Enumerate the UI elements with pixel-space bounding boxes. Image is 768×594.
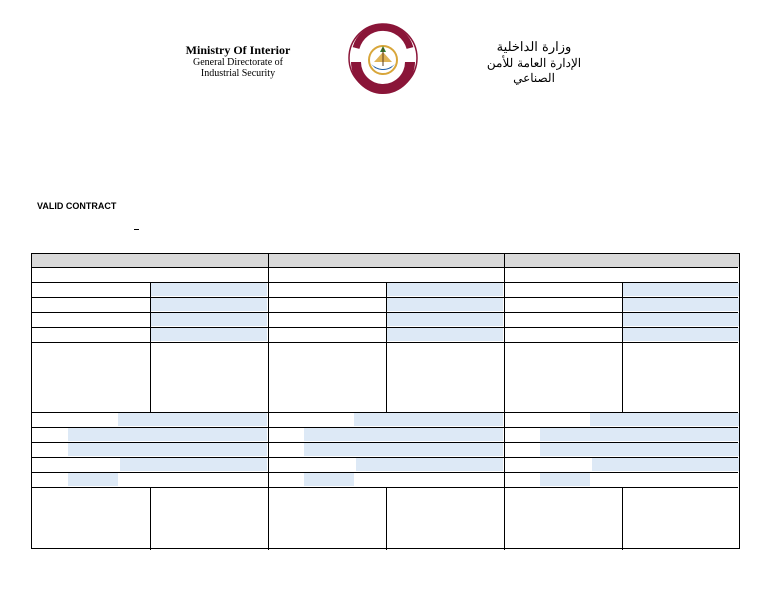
- column-header-band: [32, 254, 739, 267]
- form-entry-field[interactable]: [623, 298, 739, 311]
- dash-mark: [134, 229, 139, 230]
- form-entry-field[interactable]: [304, 443, 503, 456]
- form-entry-field[interactable]: [120, 458, 267, 471]
- form-entry-field[interactable]: [387, 313, 503, 326]
- form-entry-field[interactable]: [623, 328, 739, 341]
- form-row-divider: [32, 472, 738, 473]
- form-entry-field[interactable]: [354, 413, 503, 426]
- ministry-name-en: Ministry Of Interior: [185, 43, 291, 57]
- form-entry-field[interactable]: [151, 313, 267, 326]
- form-subcolumn-divider: [622, 487, 623, 550]
- form-entry-field[interactable]: [304, 473, 354, 486]
- contract-form-grid: [31, 253, 740, 549]
- form-column-divider: [504, 254, 505, 550]
- form-subcolumn-divider: [150, 487, 151, 550]
- form-entry-field[interactable]: [623, 313, 739, 326]
- form-entry-field[interactable]: [151, 298, 267, 311]
- form-entry-field[interactable]: [304, 428, 503, 441]
- ministry-english-header: [168, 44, 308, 79]
- directorate-line2-en: Industrial Security: [200, 68, 276, 80]
- document-type-label: VALID CONTRACT: [37, 201, 117, 211]
- form-entry-field[interactable]: [387, 283, 503, 296]
- form-entry-field[interactable]: [68, 473, 118, 486]
- form-entry-field[interactable]: [118, 413, 267, 426]
- directorate-line1-en: General Directorate of: [193, 57, 283, 69]
- form-row-divider: [32, 342, 738, 343]
- form-entry-field[interactable]: [387, 298, 503, 311]
- form-entry-field[interactable]: [68, 443, 267, 456]
- form-row-divider: [32, 267, 738, 268]
- ministry-name-ar: وزارة الداخلية: [496, 40, 572, 55]
- form-column-divider: [268, 254, 269, 550]
- form-entry-field[interactable]: [151, 283, 267, 296]
- state-of-qatar-emblem-icon: [347, 22, 419, 94]
- form-entry-field[interactable]: [387, 328, 503, 341]
- ministry-arabic-header: [474, 40, 594, 86]
- form-entry-field[interactable]: [540, 428, 739, 441]
- form-entry-field[interactable]: [151, 328, 267, 341]
- form-subcolumn-divider: [386, 487, 387, 550]
- form-entry-field[interactable]: [540, 473, 590, 486]
- form-row-divider: [32, 487, 738, 488]
- form-entry-field[interactable]: [356, 458, 503, 471]
- directorate-name-ar: الإدارة العامة للأمن الصناعي: [486, 56, 582, 86]
- form-entry-field[interactable]: [592, 458, 739, 471]
- form-entry-field[interactable]: [68, 428, 267, 441]
- form-entry-field[interactable]: [590, 413, 739, 426]
- form-entry-field[interactable]: [623, 283, 739, 296]
- form-entry-field[interactable]: [540, 443, 739, 456]
